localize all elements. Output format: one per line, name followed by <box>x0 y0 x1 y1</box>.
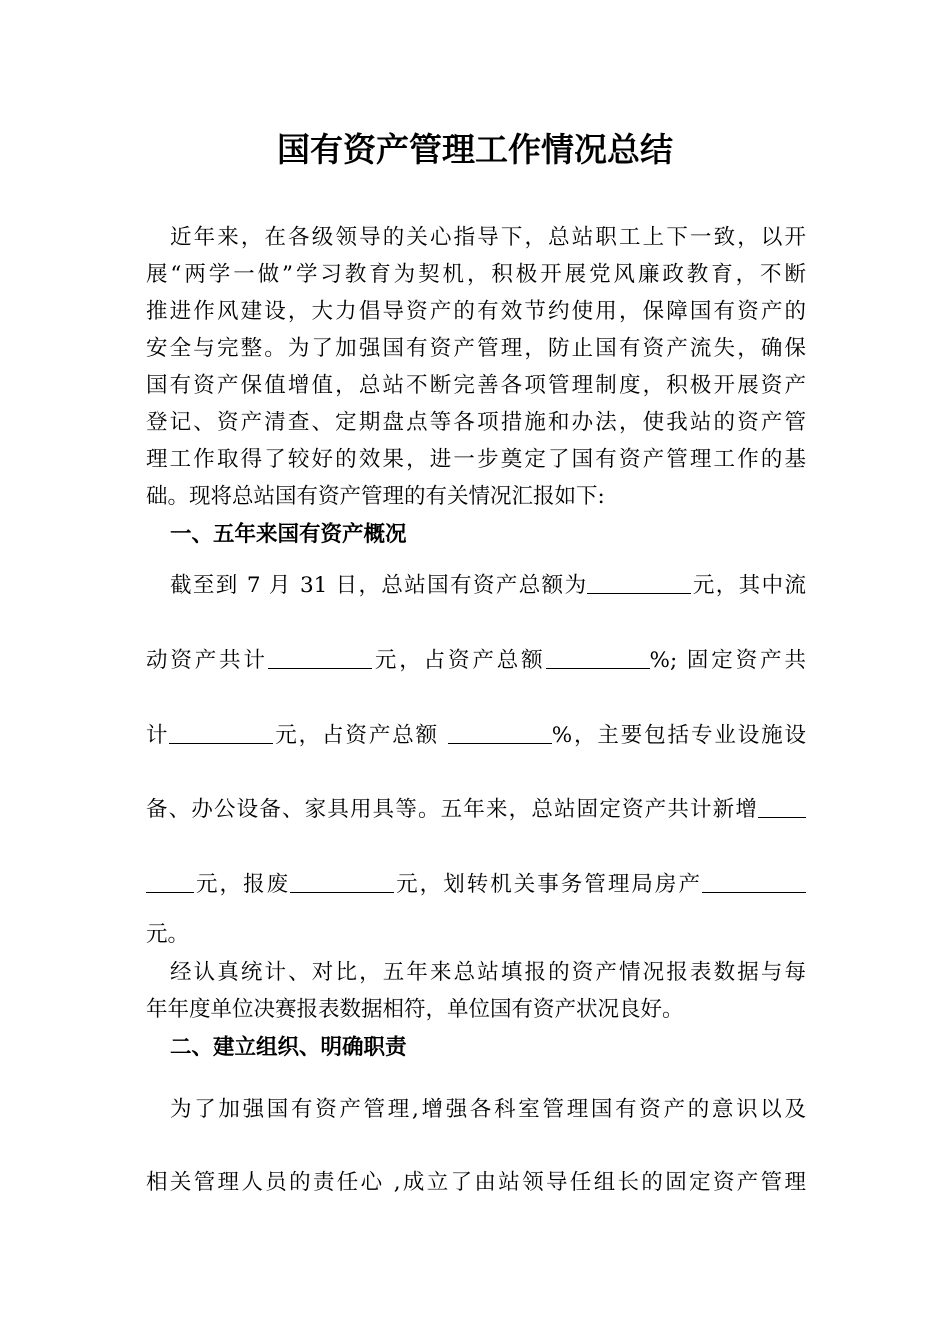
fill-blank[interactable] <box>290 872 394 893</box>
fill-blank[interactable] <box>587 573 691 594</box>
paragraph-line: 经认真统计、对比，五年来总站填报的资产情况报表数据与每 <box>170 960 806 985</box>
form-line <box>146 870 806 900</box>
intro-line: 近年来，在各级领导的关心指导下，总站职工上下一致，以开 <box>170 225 806 250</box>
intro-line: 推进作风建设，大力倡导资产的有效节约使用，保障国有资产的 <box>146 299 806 324</box>
form-line <box>146 795 806 825</box>
intro-line: 础。现将总站国有资产管理的有关情况汇报如下: <box>146 484 605 509</box>
form-line <box>170 571 806 601</box>
text-segment: %; 固定资产共 <box>649 648 806 673</box>
text-segment: 元，其中流 <box>691 573 806 598</box>
intro-line: 展“两学一做”学习教育为契机，积极开展党风廉政教育，不断 <box>146 262 806 287</box>
section-heading: 二、建立组织、明确职责 <box>170 1035 407 1060</box>
fill-blank[interactable] <box>268 648 372 669</box>
text-segment: 备、办公设备、家具用具等。五年来，总站固定资产共计新增 <box>146 797 758 822</box>
fill-blank[interactable] <box>702 872 806 893</box>
paragraph-line: 年年度单位决赛报表数据相符，单位国有资产状况良好。 <box>146 997 684 1022</box>
form-line <box>146 721 806 751</box>
section-heading: 一、五年来国有资产概况 <box>170 522 407 547</box>
paragraph-line: 相关管理人员的责任心 ,成立了由站领导任组长的固定资产管理 <box>146 1170 806 1195</box>
fill-blank[interactable] <box>758 797 806 818</box>
text-segment: 元，占资产总额 <box>371 648 546 673</box>
text-segment: 元，占资产总额 <box>273 723 448 748</box>
fill-blank[interactable] <box>546 648 650 669</box>
text-segment: 计 <box>146 723 170 748</box>
form-line: 元。 <box>146 922 190 947</box>
intro-line: 理工作取得了较好的效果，进一步奠定了国有资产管理工作的基 <box>146 447 806 472</box>
fill-blank[interactable] <box>146 872 194 893</box>
intro-line: 登记、资产清查、定期盘点等各项措施和办法，使我站的资产管 <box>146 410 806 435</box>
text-segment: %，主要包括专业设施设 <box>551 723 806 748</box>
text-segment: 截至到 7 月 31 日，总站国有资产总额为 <box>170 573 588 598</box>
fill-blank[interactable] <box>169 723 273 744</box>
text-segment: 元，报废 <box>194 872 291 897</box>
intro-line: 国有资产保值增值，总站不断完善各项管理制度，积极开展资产 <box>146 373 806 398</box>
paragraph-line: 为了加强国有资产管理,增强各科室管理国有资产的意识以及 <box>170 1097 806 1122</box>
fill-blank[interactable] <box>448 723 552 744</box>
text-segment: 元，划转机关事务管理局房产 <box>394 872 702 897</box>
page-title: 国有资产管理工作情况总结 <box>277 130 673 169</box>
intro-line: 安全与完整。为了加强国有资产管理，防止国有资产流失，确保 <box>146 336 806 361</box>
text-segment: 动资产共计 <box>146 648 268 673</box>
form-line <box>146 646 806 676</box>
